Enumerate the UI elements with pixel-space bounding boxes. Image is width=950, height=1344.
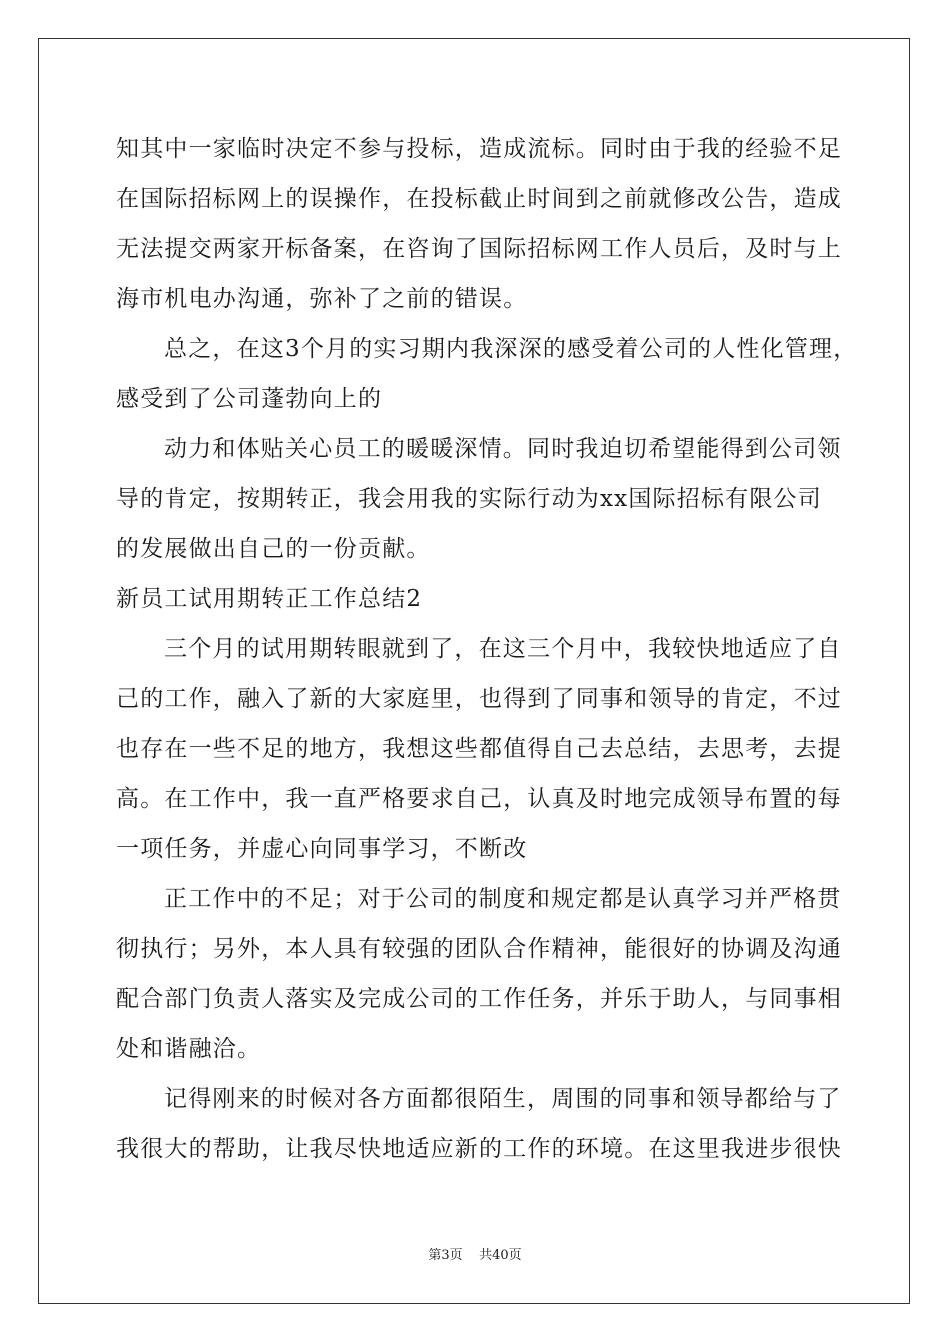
paragraph-line: 记得刚来的时候对各方面都很陌生，周围的同事和领导都给与了 [164,1086,842,1112]
paragraph-line: 处和谐融洽。 [116,1036,262,1062]
paragraph-line: 的发展做出自己的一份贡献。 [116,536,431,562]
paragraph-line: 总之，在这3个月的实习期内我深深的感受着公司的人性化管理， [164,336,858,362]
paragraph-line: 无法提交两家开标备案，在咨询了国际招标网工作人员后，及时与上 [116,236,842,262]
page-footer [0,1244,950,1263]
paragraph-line: 也存在一些不足的地方，我想这些都值得自己去总结，去思考，去提 [116,736,842,762]
paragraph-line: 己的工作，融入了新的大家庭里，也得到了同事和领导的肯定，不过 [116,686,842,712]
paragraph-line: 动力和体贴关心员工的暖暖深情。同时我迫切希望能得到公司领 [164,436,842,462]
paragraph-line: 在国际招标网上的误操作，在投标截止时间到之前就修改公告，造成 [116,186,842,212]
paragraph-line: 配合部门负责人落实及完成公司的工作任务，并乐于助人，与同事相 [116,986,842,1012]
paragraph-line: 正工作中的不足；对于公司的制度和规定都是认真学习并严格贯 [164,886,842,912]
paragraph-line: 一项任务，并虚心向同事学习，不断改 [116,836,528,862]
paragraph-line: 三个月的试用期转眼就到了，在这三个月中，我较快地适应了自 [164,636,842,662]
paragraph-line: 知其中一家临时决定不参与投标，造成流标。同时由于我的经验不足 [116,136,842,162]
paragraph-line: 海市机电办沟通，弥补了之前的错误。 [116,286,528,312]
paragraph-line: 高。在工作中，我一直严格要求自己，认真及时地完成领导布置的每 [116,786,842,812]
paragraph-line: 彻执行；另外，本人具有较强的团队合作精神，能很好的协调及沟通 [116,936,842,962]
page-border [38,38,910,1304]
section-heading: 新员工试用期转正工作总结2 [116,586,423,612]
paragraph-line: 感受到了公司蓬勃向上的 [116,386,383,412]
paragraph-line: 我很大的帮助，让我尽快地适应新的工作的环境。在这里我进步很快 [116,1136,842,1162]
paragraph-line: 导的肯定，按期转正，我会用我的实际行动为xx国际招标有限公司 [116,486,822,512]
page-number: 第3页 共40页 [428,1248,522,1263]
